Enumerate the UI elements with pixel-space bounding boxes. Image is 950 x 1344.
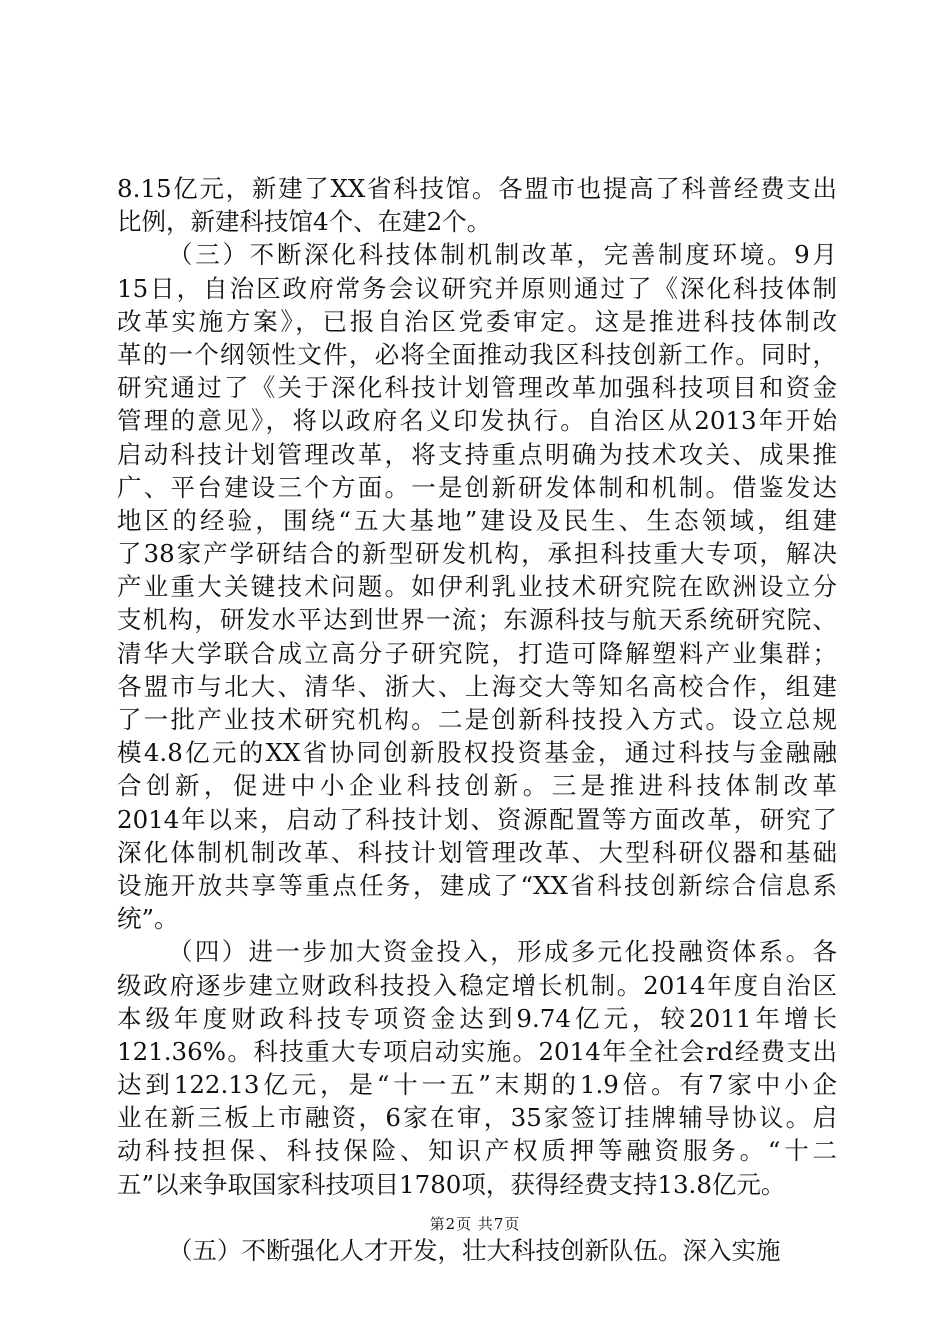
text-line: 本级年度财政科技专项资金达到9.74亿元，较2011年增长: [117, 1003, 837, 1033]
text-line: 设施开放共享等重点任务，建成了“XX省科技创新综合信息系: [117, 870, 837, 900]
text-line: 支机构，研发水平达到世界一流；东源科技与航天系统研究院、: [117, 605, 837, 635]
text-line: 模4.8亿元的XX省协同创新股权投资基金，通过科技与金融融: [117, 738, 837, 768]
text-line: 管理的意见》，将以政府名义印发执行。自治区从2013年开始: [117, 406, 837, 436]
text-line: 8.15亿元，新建了XX省科技馆。各盟市也提高了科普经费支出: [117, 174, 837, 203]
text-line: 启动科技计划管理改革，将支持重点明确为技术攻关、成果推: [117, 439, 837, 469]
text-line: 五”以来争取国家科技项目1780项，获得经费支持13.8亿元。: [117, 1169, 786, 1199]
text-line: 比例，新建科技馆4个、在建2个。: [117, 207, 492, 237]
text-line: 121.36%。科技重大专项启动实施。2014年全社会rd经费支出: [117, 1036, 837, 1066]
text-line: （三）不断深化科技体制机制改革，完善制度环境。9月: [168, 240, 837, 270]
text-line: 各盟市与北大、清华、浙大、上海交大等知名高校合作，组建: [117, 671, 837, 701]
text-line: 动科技担保、科技保险、知识产权质押等融资服务。“十二: [117, 1136, 837, 1166]
text-line: （四）进一步加大资金投入，形成多元化投融资体系。各: [168, 937, 837, 967]
text-line: 业在新三板上市融资，6家在审，35家签订挂牌辅导协议。启: [117, 1103, 837, 1133]
text-line: 清华大学联合成立高分子研究院，打造可降解塑料产业集群；: [117, 638, 837, 668]
text-line: 统”。: [117, 904, 179, 934]
page-footer: 第2页 共7页: [429, 1215, 521, 1233]
text-line: 15日，自治区政府常务会议研究并原则通过了《深化科技体制: [117, 273, 837, 303]
text-line: 了一批产业技术研究机构。二是创新科技投入方式。设立总规: [117, 705, 837, 734]
text-line: 研究通过了《关于深化科技计划管理改革加强科技项目和资金: [117, 373, 837, 403]
text-line: 深化体制机制改革、科技计划管理改革、大型科研仪器和基础: [117, 837, 837, 867]
text-line: 合创新，促进中小企业科技创新。三是推进科技体制改革: [117, 771, 837, 801]
text-line: 了38家产学研结合的新型研发机构，承担科技重大专项，解决: [117, 539, 837, 569]
text-line: （五）不断强化人才开发，壮大科技创新队伍。深入实施: [168, 1235, 781, 1265]
text-line: 2014年以来，启动了科技计划、资源配置等方面改革，研究了: [117, 804, 837, 834]
text-line: 产业重大关键技术问题。如伊利乳业技术研究院在欧洲设立分: [117, 572, 837, 602]
text-line: 地区的经验，围绕“五大基地”建设及民生、生态领域，组建: [117, 505, 837, 535]
text-line: 广、平台建设三个方面。一是创新研发体制和机制。借鉴发达: [117, 472, 837, 502]
document-body: [117, 172, 837, 1267]
text-line: 改革实施方案》，已报自治区党委审定。这是推进科技体制改: [117, 306, 837, 336]
text-line: 革的一个纲领性文件，必将全面推动我区科技创新工作。同时，: [117, 339, 837, 369]
text-line: 达到122.13亿元，是“十一五”末期的1.9倍。有7家中小企: [117, 1070, 837, 1100]
text-line: 级政府逐步建立财政科技投入稳定增长机制。2014年度自治区: [117, 970, 837, 1000]
